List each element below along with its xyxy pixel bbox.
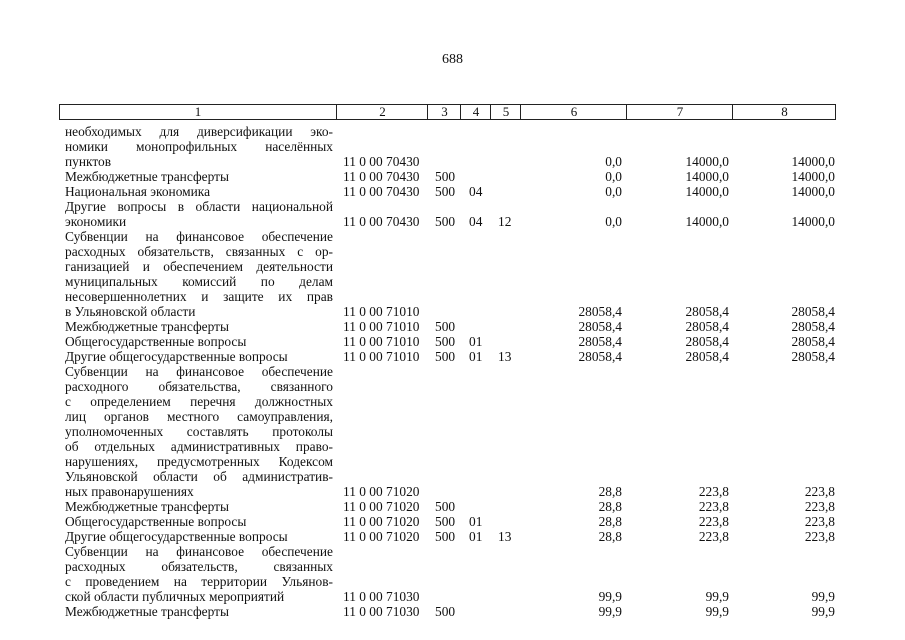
table-row <box>0 544 905 604</box>
row-value-8: 28058,4 <box>791 334 835 349</box>
row-col-4: 01 <box>469 349 483 364</box>
row-value-7: 14000,0 <box>685 169 729 184</box>
header-col-7: 7 <box>626 105 733 119</box>
description-line: Другие вопросы в области национальной <box>65 199 333 214</box>
description-line: лиц органов местного самоуправления, <box>65 409 333 424</box>
row-col-4: 01 <box>469 514 483 529</box>
row-value-6: 99,9 <box>598 604 622 619</box>
row-value-6: 28,8 <box>598 529 622 544</box>
description-line: Субвенции на финансовое обеспечение <box>65 544 333 559</box>
description-line: с определением перечня должностных <box>65 394 333 409</box>
row-code: 11 0 00 70430 <box>343 154 420 169</box>
table-header <box>59 104 836 120</box>
row-description <box>65 529 333 544</box>
row-code: 11 0 00 71010 <box>343 304 420 319</box>
description-line: Другие общегосударственные вопросы <box>65 529 288 544</box>
row-code: 11 0 00 70430 <box>343 169 420 184</box>
header-col-8: 8 <box>732 105 836 119</box>
row-code: 11 0 00 71010 <box>343 349 420 364</box>
row-code: 11 0 00 71020 <box>343 529 420 544</box>
description-line: Межбюджетные трансферты <box>65 604 229 619</box>
row-value-6: 0,0 <box>605 169 622 184</box>
row-col-3: 500 <box>435 169 456 184</box>
header-col-5: 5 <box>490 105 521 119</box>
row-description <box>65 229 333 319</box>
row-value-6: 28,8 <box>598 484 622 499</box>
row-description <box>65 169 333 184</box>
row-value-8: 28058,4 <box>791 349 835 364</box>
row-value-6: 0,0 <box>605 184 622 199</box>
row-value-7: 14000,0 <box>685 154 729 169</box>
description-line: в Ульяновской области <box>65 304 196 319</box>
row-value-8: 14000,0 <box>791 184 835 199</box>
row-description <box>65 364 333 499</box>
table-row <box>0 199 905 229</box>
row-col-3: 500 <box>435 214 456 229</box>
row-code: 11 0 00 71030 <box>343 589 420 604</box>
table-row <box>0 229 905 319</box>
description-line: необходимых для диверсификации эко- <box>65 124 333 139</box>
row-description <box>65 124 333 169</box>
description-line: Межбюджетные трансферты <box>65 499 229 514</box>
row-value-6: 0,0 <box>605 154 622 169</box>
row-col-4: 01 <box>469 334 483 349</box>
row-col-3: 500 <box>435 499 456 514</box>
table-row <box>0 184 905 199</box>
row-value-7: 28058,4 <box>685 304 729 319</box>
row-value-7: 223,8 <box>698 484 729 499</box>
description-line: Ульяновской области об административ- <box>65 469 333 484</box>
description-line: несовершеннолетних и защите их прав <box>65 289 333 304</box>
description-line: муниципальных комиссий по делам <box>65 274 333 289</box>
table-row <box>0 169 905 184</box>
table-row <box>0 529 905 544</box>
row-value-6: 99,9 <box>598 589 622 604</box>
row-value-8: 28058,4 <box>791 304 835 319</box>
description-line: Субвенции на финансовое обеспечение <box>65 364 333 379</box>
row-code: 11 0 00 70430 <box>343 184 420 199</box>
row-value-6: 28,8 <box>598 514 622 529</box>
row-description <box>65 499 333 514</box>
table-row <box>0 334 905 349</box>
row-value-7: 14000,0 <box>685 184 729 199</box>
row-value-6: 28058,4 <box>578 304 622 319</box>
row-value-7: 223,8 <box>698 499 729 514</box>
table-row <box>0 499 905 514</box>
description-line: экономики <box>65 214 127 229</box>
row-code: 11 0 00 71030 <box>343 604 420 619</box>
description-line: Другие общегосударственные вопросы <box>65 349 288 364</box>
row-col-3: 500 <box>435 349 456 364</box>
row-description <box>65 514 333 529</box>
row-description <box>65 349 333 364</box>
row-description <box>65 334 333 349</box>
row-col-4: 04 <box>469 214 483 229</box>
header-col-1: 1 <box>194 104 202 119</box>
row-value-7: 14000,0 <box>685 214 729 229</box>
description-line: Субвенции на финансовое обеспечение <box>65 229 333 244</box>
description-line: Общегосударственные вопросы <box>65 514 247 529</box>
header-col-4: 4 <box>460 105 491 119</box>
row-code: 11 0 00 71020 <box>343 499 420 514</box>
row-code: 11 0 00 71020 <box>343 484 420 499</box>
description-line: Общегосударственные вопросы <box>65 334 247 349</box>
row-value-7: 223,8 <box>698 529 729 544</box>
description-line: уполномоченных составлять протоколы <box>65 424 333 439</box>
row-value-8: 28058,4 <box>791 319 835 334</box>
row-description <box>65 604 333 619</box>
row-col-3: 500 <box>435 319 456 334</box>
row-value-8: 99,9 <box>811 589 835 604</box>
row-value-6: 28058,4 <box>578 319 622 334</box>
row-description <box>65 184 333 199</box>
header-col-6: 6 <box>520 105 627 119</box>
row-value-6: 28058,4 <box>578 349 622 364</box>
description-line: ганизацией и обеспечением деятельности <box>65 259 333 274</box>
row-col-5: 12 <box>498 214 512 229</box>
row-value-8: 14000,0 <box>791 214 835 229</box>
row-col-3: 500 <box>435 184 456 199</box>
row-code: 11 0 00 71010 <box>343 334 420 349</box>
table-row <box>0 124 905 169</box>
row-value-7: 28058,4 <box>685 349 729 364</box>
table-row <box>0 514 905 529</box>
row-code: 11 0 00 71010 <box>343 319 420 334</box>
row-description <box>65 319 333 334</box>
row-value-7: 99,9 <box>705 604 729 619</box>
row-col-3: 500 <box>435 334 456 349</box>
row-description <box>65 544 333 604</box>
table-row <box>0 349 905 364</box>
row-col-4: 01 <box>469 529 483 544</box>
description-line: расходного обязательства, связанного <box>65 379 333 394</box>
row-value-8: 223,8 <box>804 484 835 499</box>
header-col-3: 3 <box>427 105 461 119</box>
row-code: 11 0 00 71020 <box>343 514 420 529</box>
row-value-8: 99,9 <box>811 604 835 619</box>
row-value-7: 223,8 <box>698 514 729 529</box>
description-line: ской области публичных мероприятий <box>65 589 285 604</box>
page-number: 688 <box>442 52 463 67</box>
description-line: об отдельных административных право- <box>65 439 333 454</box>
description-line: Межбюджетные трансферты <box>65 169 229 184</box>
row-value-8: 14000,0 <box>791 169 835 184</box>
table-row <box>0 319 905 334</box>
row-value-6: 0,0 <box>605 214 622 229</box>
description-line: нарушениях, предусмотренных Кодексом <box>65 454 333 469</box>
row-col-5: 13 <box>498 529 512 544</box>
row-value-6: 28,8 <box>598 499 622 514</box>
description-line: номики монопрофильных населённых <box>65 139 333 154</box>
description-line: пунктов <box>65 154 112 169</box>
row-col-5: 13 <box>498 349 512 364</box>
table-row <box>0 604 905 619</box>
table-row <box>0 364 905 499</box>
row-value-7: 28058,4 <box>685 319 729 334</box>
row-col-4: 04 <box>469 184 483 199</box>
row-value-7: 99,9 <box>705 589 729 604</box>
row-value-8: 14000,0 <box>791 154 835 169</box>
description-line: ных правонарушениях <box>65 484 194 499</box>
description-line: с проведением на территории Ульянов- <box>65 574 333 589</box>
row-description <box>65 199 333 229</box>
description-line: расходных обязательств, связанных <box>65 559 333 574</box>
description-line: расходных обязательств, связанных с ор- <box>65 244 333 259</box>
row-value-6: 28058,4 <box>578 334 622 349</box>
row-value-7: 28058,4 <box>685 334 729 349</box>
row-value-8: 223,8 <box>804 529 835 544</box>
row-value-8: 223,8 <box>804 499 835 514</box>
header-col-2: 2 <box>336 105 428 119</box>
row-col-3: 500 <box>435 604 456 619</box>
row-col-3: 500 <box>435 529 456 544</box>
row-col-3: 500 <box>435 514 456 529</box>
description-line: Межбюджетные трансферты <box>65 319 229 334</box>
description-line: Национальная экономика <box>65 184 211 199</box>
row-code: 11 0 00 70430 <box>343 214 420 229</box>
row-value-8: 223,8 <box>804 514 835 529</box>
